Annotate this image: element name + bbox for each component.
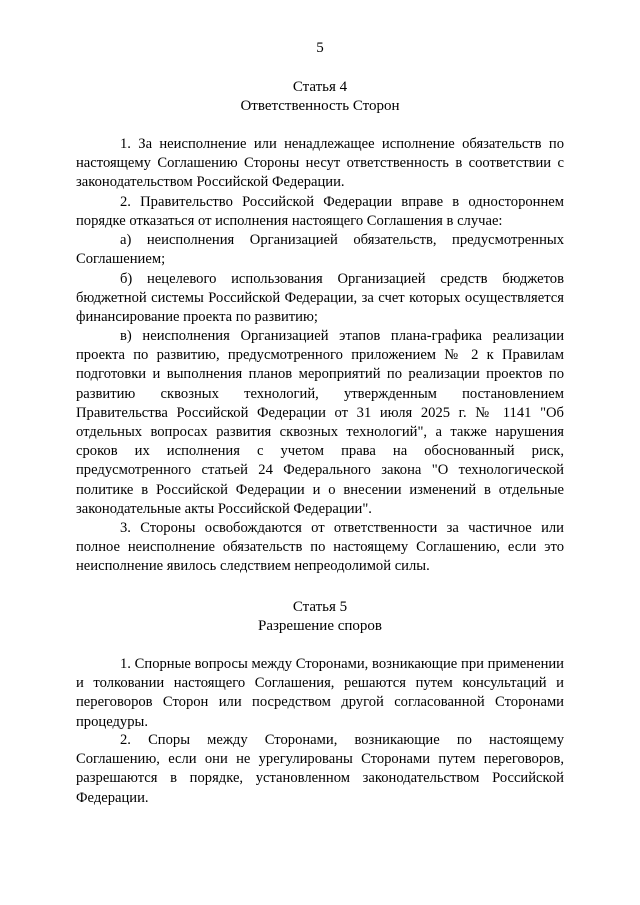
article-4-item-a: а) неисполнения Организацией обязательств, предусмотренных Соглашением; xyxy=(76,232,564,268)
article-5-subtitle: Разрешение споров xyxy=(257,618,383,634)
article-5-title: Статья 5 xyxy=(292,599,348,615)
article-4-paragraph-2: 2. Правительство Российской Федерации вправе в одностороннем порядке отказаться от исполнения настоящего Соглашения в случае: xyxy=(76,194,564,230)
page-number: 5 xyxy=(316,40,324,56)
article-5-paragraph-2: 2. Споры между Сторонами, возникающие по настоящему Соглашению, если они не урегулированы Сторонами путем переговоров, разрешаются в порядке, установленном законодательством Российской Федерации. xyxy=(76,732,564,806)
article-4-title: Статья 4 xyxy=(292,79,348,95)
article-4-subtitle: Ответственность Сторон xyxy=(240,98,400,114)
article-4-heading xyxy=(0,78,640,116)
article-4-item-c: в) неисполнения Организацией этапов плана-графика реализации проекта по развитию, предусмотренного приложением № 2 к Правилам подготовки и выполнения планов мероприятий по реализации проектов по развитию сквозных технологий, утвержденным постановлением Правительства Российской Федерации от 31 июля 2025 г. № 1141 "Об отдельных вопросах развития сквозных технологий", а также нарушения сроков их исполнения с учетом права на обоснованный риск, предусмотренного статьей 24 Федерального закона "О технологической политике в Российской Федерации и о внесении изменений в отдельные законодательные акты Российской Федерации". xyxy=(76,328,564,517)
article-5-paragraph-1: 1. Спорные вопросы между Сторонами, возникающие при применении и толковании настоящего Соглашения, решаются путем консультаций и переговоров Сторон или посредством другой согласованной Сторонами процедуры. xyxy=(76,656,564,730)
article-5-heading xyxy=(0,598,640,636)
article-4-paragraph-3: 3. Стороны освобождаются от ответственности за частичное или полное неисполнение обязательств по настоящему Соглашению, если это неисполнение явилось следствием непреодолимой силы. xyxy=(76,520,564,575)
article-4-paragraph-1: 1. За неисполнение или ненадлежащее исполнение обязательств по настоящему Соглашению Стороны несут ответственность в соответствии с законодательством Российской Федерации. xyxy=(76,136,564,191)
article-4-item-b: б) нецелевого использования Организацией средств бюджетов бюджетной системы Российской Федерации, за счет которых осуществляется финансирование проекта по развитию; xyxy=(76,271,564,326)
